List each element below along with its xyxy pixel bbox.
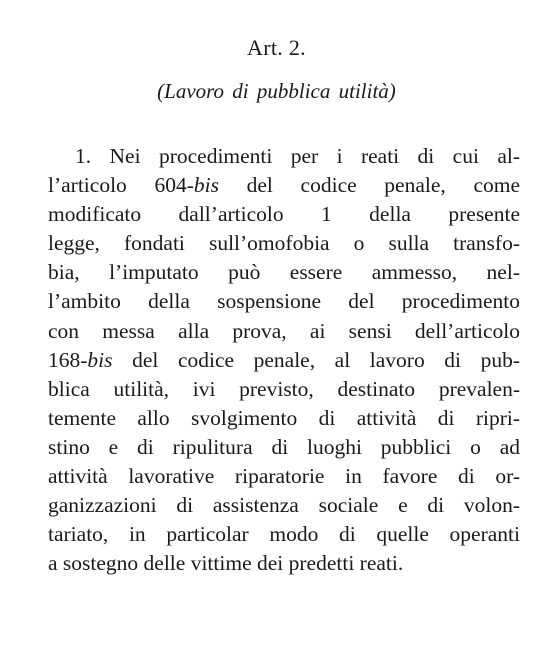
paragraph-line xyxy=(48,229,520,258)
paragraph-line xyxy=(48,346,520,375)
paragraph-line xyxy=(48,142,520,171)
line-text: tariato, in particolar modo di quelle operanti xyxy=(48,522,520,547)
line-text: del codice penale, come xyxy=(218,173,520,198)
line-text: temente allo svolgimento di attività di ripri- xyxy=(48,405,520,430)
line-text: blica utilità, ivi previsto, destinato prevalen- xyxy=(48,376,520,401)
paragraph-line xyxy=(48,287,520,316)
article-title: Art. 2. xyxy=(247,35,306,60)
line-text: 1. Nei procedimenti per i reati di cui al- xyxy=(75,144,520,168)
italic-term: bis xyxy=(87,347,113,372)
line-text: attività lavorative riparatorie in favore di or- xyxy=(48,464,520,489)
paragraph-line xyxy=(48,491,520,520)
article-body xyxy=(48,142,520,578)
paragraph-line xyxy=(48,317,520,346)
line-text: bia, l’imputato può essere ammesso, nel- xyxy=(48,260,520,285)
article-subtitle: (Lavoro di pubblica utilità) xyxy=(157,79,396,103)
line-text: legge, fondati sull’omofobia o sulla transfo- xyxy=(48,231,520,256)
line-text: modificato dall’articolo 1 della presente xyxy=(48,202,520,227)
paragraph-line xyxy=(48,200,520,229)
italic-term: bis xyxy=(193,173,219,198)
paragraph-line xyxy=(48,404,520,433)
line-text: ganizzazioni di assistenza sociale e di volon- xyxy=(48,493,520,518)
line-text: stino e di ripulitura di luoghi pubblici o ad xyxy=(48,434,520,459)
line-text: a sostegno delle vittime dei predetti reati. xyxy=(48,551,404,576)
paragraph-line xyxy=(48,520,520,549)
line-text: con messa alla prova, ai sensi dell’articolo xyxy=(48,318,520,343)
line-text: l’ambito della sospensione del procedimento xyxy=(48,289,520,314)
line-text: l’articolo 604- xyxy=(48,173,194,198)
paragraph-line xyxy=(48,462,520,491)
paragraph-line xyxy=(48,433,520,462)
paragraph-line xyxy=(48,375,520,404)
line-text: del codice penale, al lavoro di pub- xyxy=(112,347,520,372)
paragraph-line xyxy=(48,549,520,578)
paragraph-line xyxy=(48,171,520,200)
paragraph-line xyxy=(48,258,520,287)
line-text: 168- xyxy=(48,347,88,372)
